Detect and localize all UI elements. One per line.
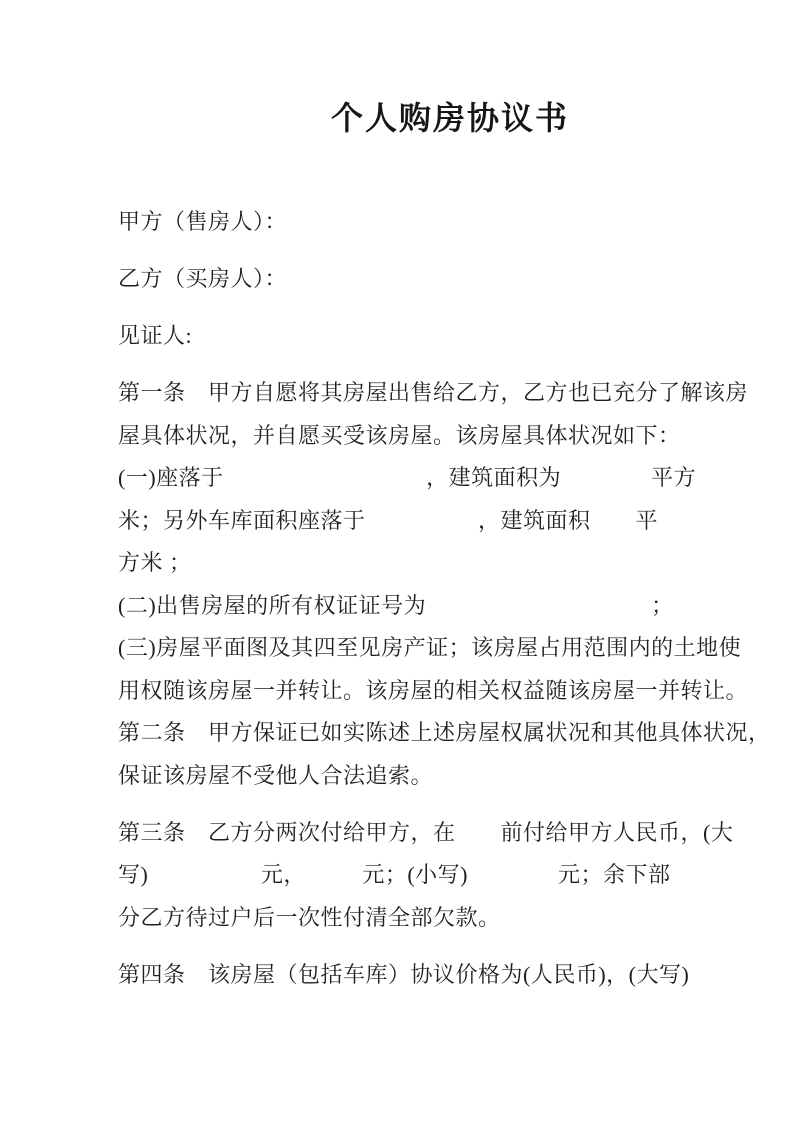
text-line: 第一条 甲方自愿将其房屋出售给乙方，乙方也已充分了解该房 xyxy=(118,380,749,405)
text-line: 用权随该房屋一并转让。该房屋的相关权益随该房屋一并转让。 xyxy=(118,677,749,703)
text-line: 第三条 乙方分两次付给甲方，在 前付给甲方人民币，(大 xyxy=(118,819,734,845)
text-line: 屋具体状况，并自愿买受该房屋。该房屋具体状况如下： xyxy=(118,422,681,448)
text-line: 保证该房屋不受他人合法追索。 xyxy=(118,762,434,788)
text-line: (二)出售房屋的所有权证证号为 ； xyxy=(118,592,674,618)
text-line: 方米 ； xyxy=(118,550,192,575)
text-line: 第四条 该房屋（包括车库）协议价格为(人民币)，(大写) xyxy=(118,961,690,987)
text-line: (三)房屋平面图及其四至见房产证；该房屋占用范围内的土地使 xyxy=(118,635,742,660)
text-line: 写) 元， 元；(小写) 元；余下部 xyxy=(118,862,671,887)
paragraph xyxy=(118,315,720,358)
text-line: 乙方（买房人）： xyxy=(118,266,288,291)
paragraph xyxy=(118,258,720,301)
text-line: 分乙方待过户后一次性付清全部欠款。 xyxy=(118,904,501,930)
text-line: 米；另外车库面积座落于 ，建筑面积 平 xyxy=(118,507,659,533)
paragraph xyxy=(118,201,720,244)
text-line: 见证人: xyxy=(118,323,193,348)
document-title: 个人购房协议书 xyxy=(330,100,569,136)
text-line: (一)座落于 ，建筑面积为 平方 xyxy=(118,465,697,490)
text-line: 第二条 甲方保证已如实陈述上述房屋权属状况和其他具体状况， xyxy=(118,720,771,745)
paragraph xyxy=(118,372,771,797)
paragraph xyxy=(118,812,734,940)
document-body xyxy=(118,201,771,996)
text-line: 甲方（售房人）： xyxy=(118,209,288,234)
paragraph xyxy=(118,954,720,997)
